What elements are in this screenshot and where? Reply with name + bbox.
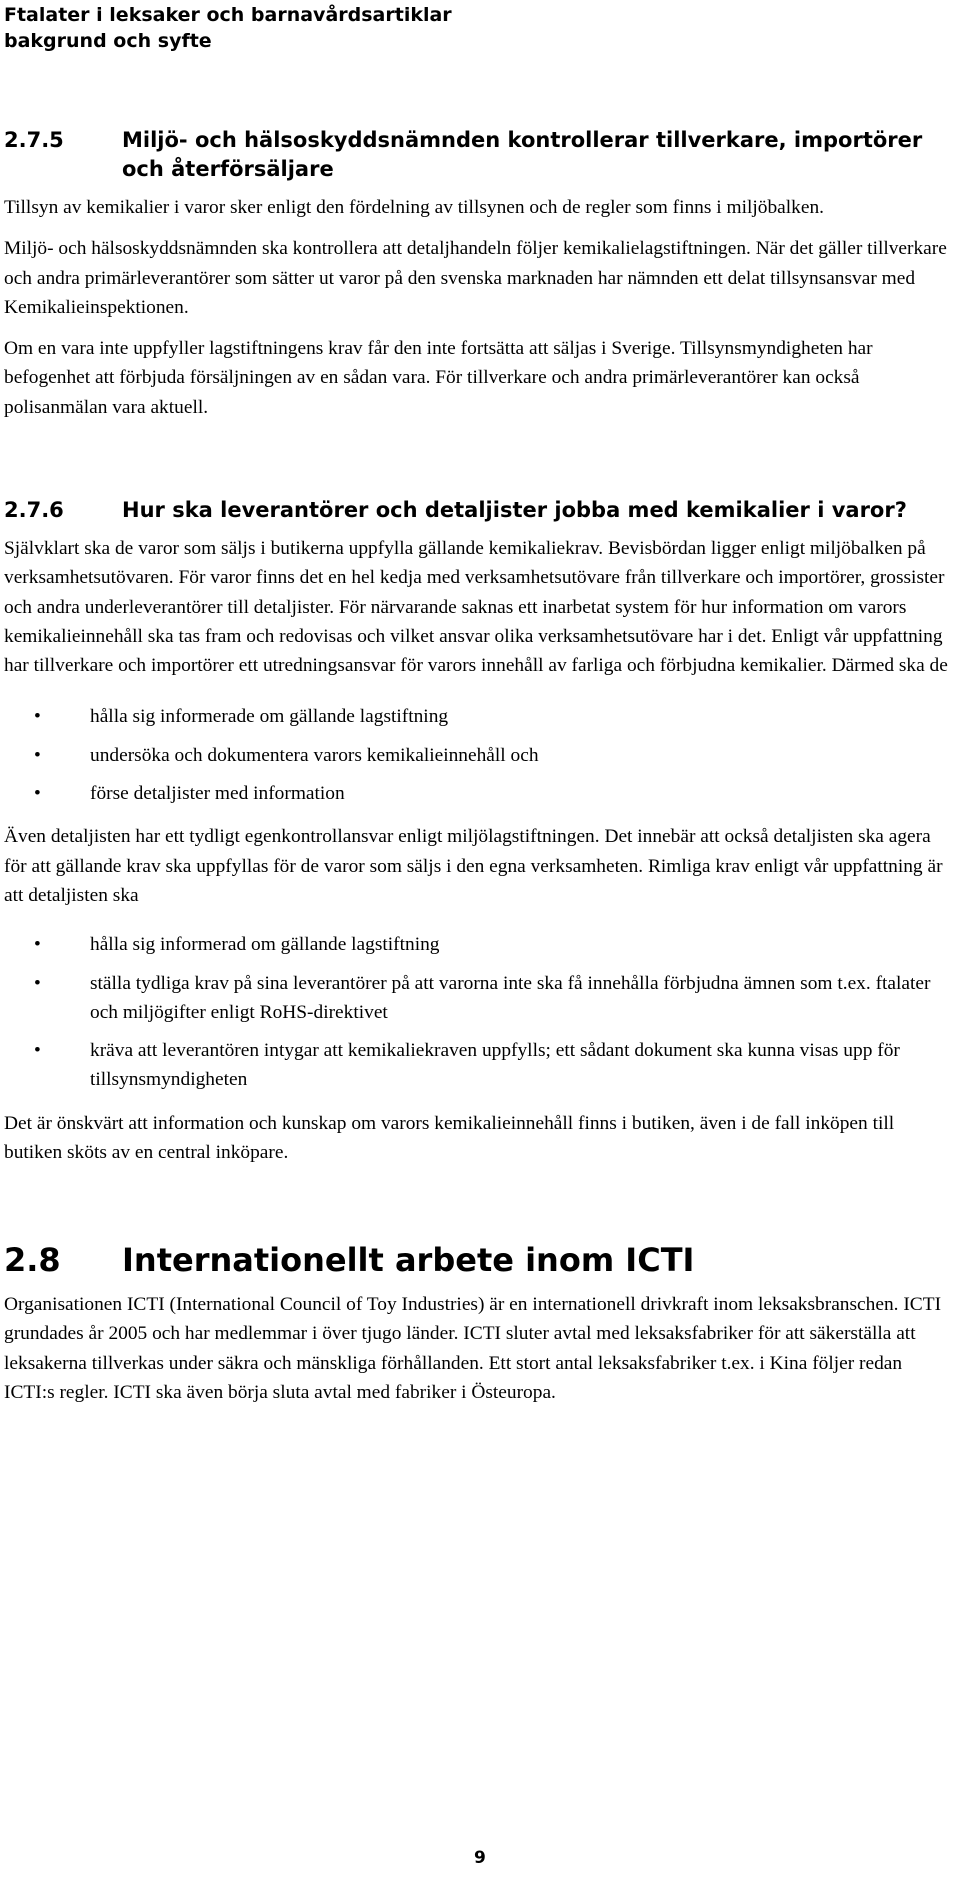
list-item-text: undersöka och dokumentera varors kemikalieinnehåll och xyxy=(90,744,539,766)
header-title: Ftalater i leksaker och barnavårdsartiklar xyxy=(4,4,452,26)
section-number: 2.8 xyxy=(4,1241,61,1279)
section-28-body xyxy=(4,1290,949,1419)
bullet-icon: • xyxy=(34,972,41,994)
section-275-body xyxy=(4,193,949,434)
paragraph: Självklart ska de varor som säljs i butikerna uppfylla gällande kemikaliekrav. Bevisbördan ligger enligt miljöbalken på verksamhetsutövaren. För varor finns det en hel kedja med verksamhetsutövare från tillverkare och importörer, grossister och andra underleverantörer till detaljister. För närvarande saknas ett inarbetat system för hur information om varors kemikalieinnehåll ska tas fram och redovisas och vilket ansvar olika verksamhetsutövare har i det. Enligt vår uppfattning har tillverkare och importörer ett utredningsansvar för varors innehåll av farliga och förbjudna kemikalier. Därmed ska de xyxy=(4,538,948,677)
bullet-icon: • xyxy=(34,706,41,728)
paragraph: Tillsyn av kemikalier i varor sker enligt den fördelning av tillsynen och de regler som finns i miljöbalken. xyxy=(4,197,824,218)
bullet-list xyxy=(4,702,949,808)
bullet-list xyxy=(4,930,949,1094)
list-item xyxy=(4,702,949,731)
header-subtitle: bakgrund och syfte xyxy=(4,30,212,52)
list-item-text: förse detaljister med information xyxy=(90,783,345,805)
running-header xyxy=(4,2,452,54)
list-item xyxy=(4,1036,949,1095)
page-number: 9 xyxy=(474,1848,486,1868)
paragraph: Även detaljisten har ett tydligt egenkontrollansvar enligt miljölagstiftningen. Det innebär att också detaljisten ska agera för att gällande krav ska uppfyllas för de varor som säljs i den egna verksamheten. Rimliga krav enligt vår uppfattning är att detaljisten ska xyxy=(4,826,943,906)
bullet-icon: • xyxy=(34,744,41,766)
paragraph: Om en vara inte uppfyller lagstiftningens krav får den inte fortsätta att säljas i Sverige. Tillsynsmyndigheten har befogenhet att förbjuda försäljningen av en sådan vara. För tillverkare och andra primärleverantörer kan också polisanmälan vara aktuell. xyxy=(4,338,873,418)
bullet-icon: • xyxy=(34,1040,41,1062)
bullet-icon: • xyxy=(34,934,41,956)
section-title: Internationellt arbete inom ICTI xyxy=(122,1241,695,1279)
section-title: Miljö- och hälsoskyddsnämnden kontrollerar tillverkare, importörer och återförsäljare xyxy=(122,128,923,181)
section-title: Hur ska leverantörer och detaljister jobba med kemikalier i varor? xyxy=(122,498,907,522)
list-item-text: ställa tydliga krav på sina leverantörer på att varorna inte ska få innehålla förbjudna ämnen som t.ex. ftalater och miljögifter enligt RoHS-direktivet xyxy=(90,972,931,1023)
paragraph: Miljö- och hälsoskyddsnämnden ska kontrollera att detaljhandeln följer kemikalielagstiftningen. När det gäller tillverkare och andra primärleverantörer som sätter ut varor på den svenska marknaden har nämnden ett delat tillsynsansvar med Kemikalieinspektionen. xyxy=(4,238,947,318)
list-item xyxy=(4,741,949,770)
paragraph: Det är önskvärt att information och kunskap om varors kemikalieinnehåll finns i butiken, även i de fall inköpen till butiken sköts av en central inköpare. xyxy=(4,1112,895,1164)
section-276-body xyxy=(4,534,949,1179)
section-number: 2.7.6 xyxy=(4,498,64,522)
bullet-icon: • xyxy=(34,783,41,805)
section-number: 2.7.5 xyxy=(4,128,64,152)
list-item xyxy=(4,779,949,808)
list-item-text: hålla sig informerade om gällande lagstiftning xyxy=(90,706,449,728)
list-item-text: kräva att leverantören intygar att kemikaliekraven uppfylls; ett sådant dokument ska kunna visas upp för tillsynsmyndigheten xyxy=(90,1040,900,1091)
list-item xyxy=(4,969,949,1028)
paragraph: Organisationen ICTI (International Council of Toy Industries) är en internationell drivkraft inom leksaksbranschen. ICTI grundades år 2005 och har medlemmar i över tjugo länder. ICTI sluter avtal med leksaksfabriker för att säkerställa att leksakerna tillverkas under säkra och mänskliga förhållanden. Ett stort antal leksaksfabriker t.ex. i Kina följer redan ICTI:s regler. ICTI ska även börja sluta avtal med fabriker i Östeuropa. xyxy=(4,1294,942,1403)
list-item-text: hålla sig informerad om gällande lagstiftning xyxy=(90,934,440,956)
list-item xyxy=(4,930,949,959)
